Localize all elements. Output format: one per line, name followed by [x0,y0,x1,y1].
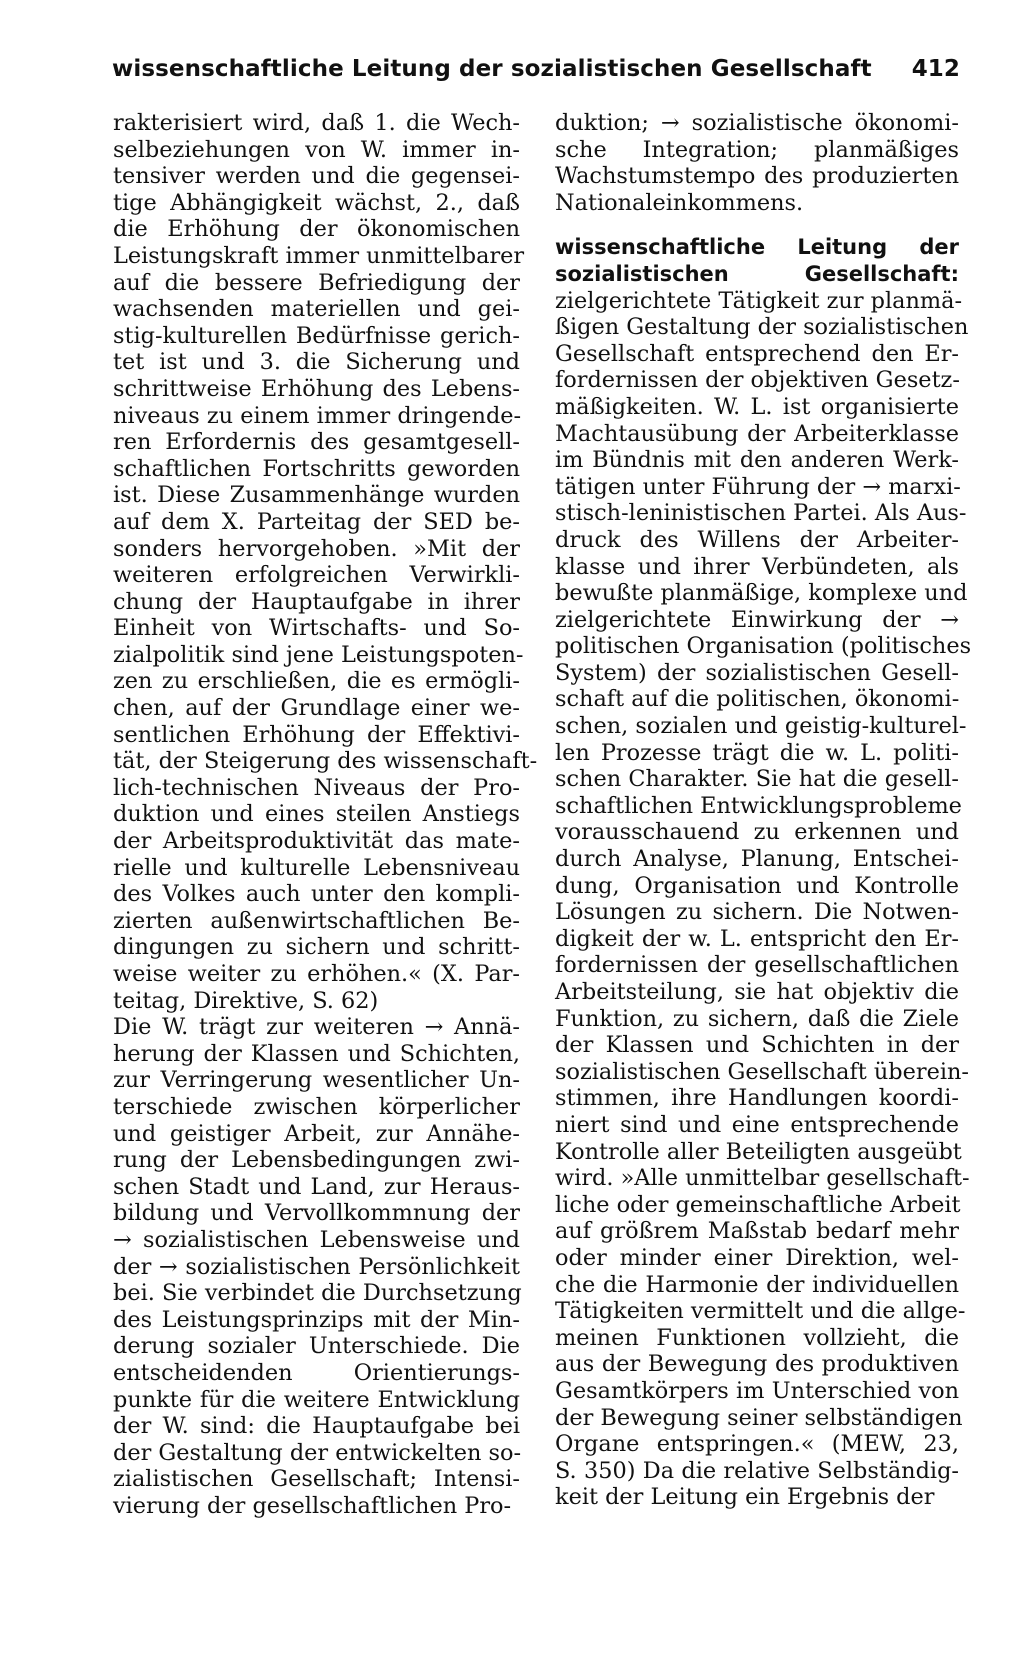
text-line: ist. Diese Zusammenhänge wurden [113,482,520,509]
text-line: oder minder einer Direktion, wel- [555,1244,959,1271]
text-line: entscheidenden Orientierungs- [113,1359,520,1386]
text-line: derung sozialer Unterschiede. Die [113,1333,520,1360]
text-line: auf größrem Maßstab bedarf mehr [555,1218,959,1245]
text-line: Nationaleinkommens. [555,189,804,216]
text-line: che die Harmonie der individuellen [555,1271,959,1298]
previous-entry-continuation [555,110,959,216]
text-line: schaftlichen Entwicklungsprobleme [555,792,962,819]
text-line: zialpolitik sind jene Leistungspoten- [113,641,524,668]
text-line: fordernissen der objektiven Gesetz- [555,367,960,394]
text-line: ren Erfordernis des gesamtgesell- [113,429,520,456]
entry-heading [555,234,959,287]
text-line: klasse und ihrer Verbündeten, als [555,553,959,580]
text-line: duktion und eines steilen Anstiegs [113,801,520,828]
text-line: stimmen, ihre Handlungen koordi- [555,1085,959,1112]
text-line: tige Abhängigkeit wächst, 2., daß [113,189,520,216]
text-line: meinen Funktionen vollzieht, die [555,1324,959,1351]
text-line: bewußte planmäßige, komplexe und [555,580,968,607]
text-line: Wachstumstempo des produzierten [555,163,959,190]
text-line: Einheit von Wirtschafts- und So- [113,615,520,642]
text-line: sonders hervorgehoben. »Mit der [113,535,520,562]
text-line: dingungen zu sichern und schritt- [113,934,520,961]
entry-keyword-line: wissenschaftliche Leitung der [555,235,959,260]
text-line: weise weiter zu erhöhen.« (X. Par- [113,961,520,987]
text-line: der → sozialistischen Persönlichkeit [113,1253,520,1280]
text-line: Machtausübung der Arbeiterklasse [555,420,959,447]
text-line: der Arbeitsproduktivität das mate- [113,828,520,855]
text-line: zierten außenwirtschaftlichen Be- [113,907,520,934]
text-line: tet ist und 3. die Sicherung und [113,349,520,376]
text-line: auf die bessere Befriedigung der [113,269,520,296]
text-line: bei. Sie verbindet die Durchsetzung [113,1280,522,1307]
text-line: zen zu erschließen, die es ermögli- [113,668,520,695]
text-line: der Gestaltung der entwickelten so- [113,1439,522,1466]
text-line: des Volkes auch unter den kompli- [113,881,520,908]
text-line: ßigen Gestaltung der sozialistischen [555,314,969,341]
text-line: zialistischen Gesellschaft; Intensi- [113,1466,520,1493]
text-line: der W. sind: die Hauptaufgabe bei [113,1413,520,1440]
text-line: digkeit der w. L. entspricht den Er- [555,925,959,952]
text-line: Arbeitsteilung, sie hat objektiv die [555,979,959,1005]
page-header [112,56,960,96]
text-line: Gesamtkörpers im Unterschied von [555,1377,959,1404]
text-line: Lösungen zu sichern. Die Notwen- [555,899,959,926]
text-line: vorausschauend zu erkennen und [555,819,959,846]
text-line: wird. »Alle unmittelbar gesellschaft- [555,1165,970,1192]
text-line: Die W. trägt zur weiteren → Annä- [113,1014,520,1041]
text-line: Gesellschaft entsprechend den Er- [555,340,959,367]
text-line: stig-kulturellen Bedürfnisse gerich- [113,322,520,349]
text-line: mäßigkeiten. W. L. ist organisierte [555,393,959,420]
text-line: sozialistischen Gesellschaft überein- [555,1058,969,1085]
text-line: zielgerichtete Einwirkung der → [555,606,959,633]
entry-body [555,287,972,1511]
text-line: lich-technischen Niveaus der Pro- [113,774,520,801]
text-line: len Prozesse trägt die w. L. politi- [555,739,959,766]
entry-keyword-line: sozialistischen Gesellschaft: [555,261,959,286]
right-column [555,110,972,1511]
text-line: teitag, Direktive, S. 62) [113,987,379,1014]
text-line: der Klassen und Schichten in der [555,1032,959,1059]
text-line: druck des Willens der Arbeiter- [555,526,959,553]
text-line: rielle und kulturelle Lebensniveau [113,854,520,881]
text-line: tät, der Steigerung des wissenschaft- [113,748,538,775]
text-line: vierung der gesellschaftlichen Pro- [113,1492,512,1519]
text-line: herung der Klassen und Schichten, [113,1040,520,1067]
text-line: duktion; → sozialistische ökonomi- [555,110,959,136]
text-line: sche Integration; planmäßiges [555,136,959,163]
text-line: Funktion, zu sichern, daß die Ziele [555,1005,959,1032]
text-line: chung der Hauptaufgabe in ihrer [113,588,520,615]
text-line: Kontrolle aller Beteiligten ausgeübt [555,1138,962,1165]
text-line: → sozialistischen Lebensweise und [113,1226,520,1253]
text-line: punkte für die weitere Entwicklung [113,1386,520,1413]
left-column [113,110,538,1519]
text-line: terschiede zwischen körperlicher [113,1093,520,1120]
text-line: Organe entspringen.« (MEW, 23, [555,1431,959,1458]
text-line: schen Charakter. Sie hat die gesell- [555,766,959,793]
text-line: wachsenden materiellen und gei- [113,296,520,323]
text-line: Tätigkeiten vermittelt und die allge- [555,1298,966,1325]
text-line: rakterisiert wird, daß 1. die Wech- [113,110,520,136]
text-line: stisch-leninistischen Partei. Als Aus- [555,500,967,527]
text-line: sentlichen Erhöhung der Effektivi- [113,721,520,748]
text-line: rung der Lebensbedingungen zwi- [113,1147,520,1174]
text-line: auf dem X. Parteitag der SED be- [113,508,520,535]
text-line: tätigen unter Führung der → marxi- [555,473,961,500]
page-number: 412 [911,56,960,82]
text-line: S. 350) Da die relative Selbständig- [555,1457,959,1484]
text-line: dung, Organisation und Kontrolle [555,872,959,899]
text-line: bildung und Vervollkommnung der [113,1200,520,1227]
text-line: der Bewegung seiner selbständigen [555,1404,963,1431]
text-line: weiteren erfolgreichen Verwirkli- [113,562,520,589]
text-line: chen, auf der Grundlage einer we- [113,695,520,722]
entry-spacer [555,216,959,234]
text-line: und geistiger Arbeit, zur Annähe- [113,1120,520,1147]
text-line: liche oder gemeinschaftliche Arbeit [555,1191,961,1218]
text-line: die Erhöhung der ökonomischen [113,216,520,243]
text-line: schen, sozialen und geistig-kulturel- [555,713,967,740]
text-line: im Bündnis mit den anderen Werk- [555,447,959,474]
text-line: tensiver werden und die gegensei- [113,163,520,190]
text-line: System) der sozialistischen Gesell- [555,659,959,686]
text-line: keit der Leitung ein Ergebnis der [555,1484,935,1511]
text-line: aus der Bewegung des produktiven [555,1351,959,1378]
text-line: schrittweise Erhöhung des Lebens- [113,375,520,402]
text-line: niveaus zu einem immer dringende- [113,402,522,429]
text-line: Leistungskraft immer unmittelbarer [113,242,525,269]
text-line: zielgerichtete Tätigkeit zur planmä- [555,287,963,314]
text-line: zur Verringerung wesentlicher Un- [113,1067,520,1094]
text-line: schaftlichen Fortschritts geworden [113,455,520,482]
text-line: niert sind und eine entsprechende [555,1111,959,1138]
text-line: durch Analyse, Planung, Entschei- [555,846,959,873]
text-line: des Leistungsprinzips mit der Min- [113,1306,520,1333]
text-line: schen Stadt und Land, zur Heraus- [113,1173,520,1200]
text-line: fordernissen der gesellschaftlichen [555,952,959,979]
text-line: selbeziehungen von W. immer in- [113,136,520,163]
running-title: wissenschaftliche Leitung der sozialistischen Gesellschaft [112,56,872,82]
text-line: schaft auf die politischen, ökonomi- [555,686,960,713]
text-line: politischen Organisation (politisches [555,633,972,660]
